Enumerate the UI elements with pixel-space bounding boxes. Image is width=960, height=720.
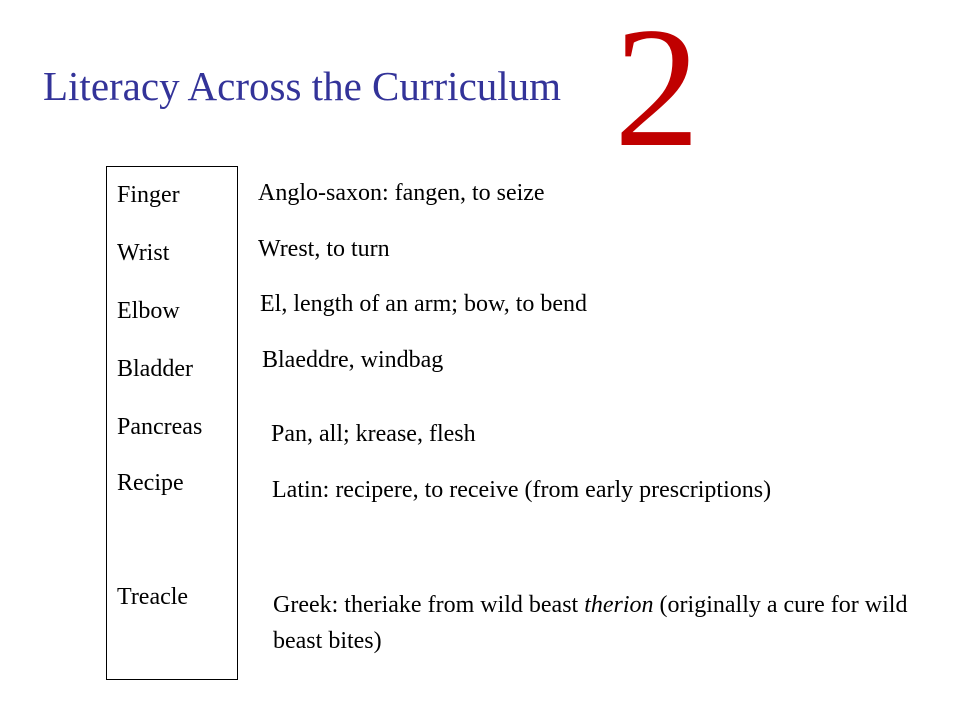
definition-treacle-emphasis: therion — [584, 592, 654, 618]
definition-treacle — [273, 587, 933, 659]
definition-treacle-after: (originally a cure for wild beast bites) — [273, 592, 908, 654]
definition-pancreas: Pan, all; krease, flesh — [271, 421, 476, 447]
word-treacle: Treacle — [117, 584, 189, 610]
word-finger: Finger — [117, 182, 180, 208]
word-wrist: Wrist — [117, 240, 170, 266]
definition-treacle-before: Greek: theriake from wild beast — [273, 592, 585, 618]
word-bladder: Bladder — [117, 356, 193, 382]
definition-elbow: El, length of an arm; bow, to bend — [260, 291, 588, 317]
word-elbow: Elbow — [117, 298, 180, 324]
word-pancreas: Pancreas — [117, 414, 203, 440]
definition-finger: Anglo-saxon: fangen, to seize — [258, 180, 545, 206]
word-recipe: Recipe — [117, 470, 184, 496]
slide-title: Literacy Across the Curriculum — [43, 63, 562, 109]
definition-recipe: Latin: recipere, to receive (from early prescriptions) — [272, 477, 772, 503]
slide-number: 2 — [614, 0, 700, 183]
definition-wrist: Wrest, to turn — [258, 236, 390, 262]
definition-bladder: Blaeddre, windbag — [262, 347, 444, 373]
